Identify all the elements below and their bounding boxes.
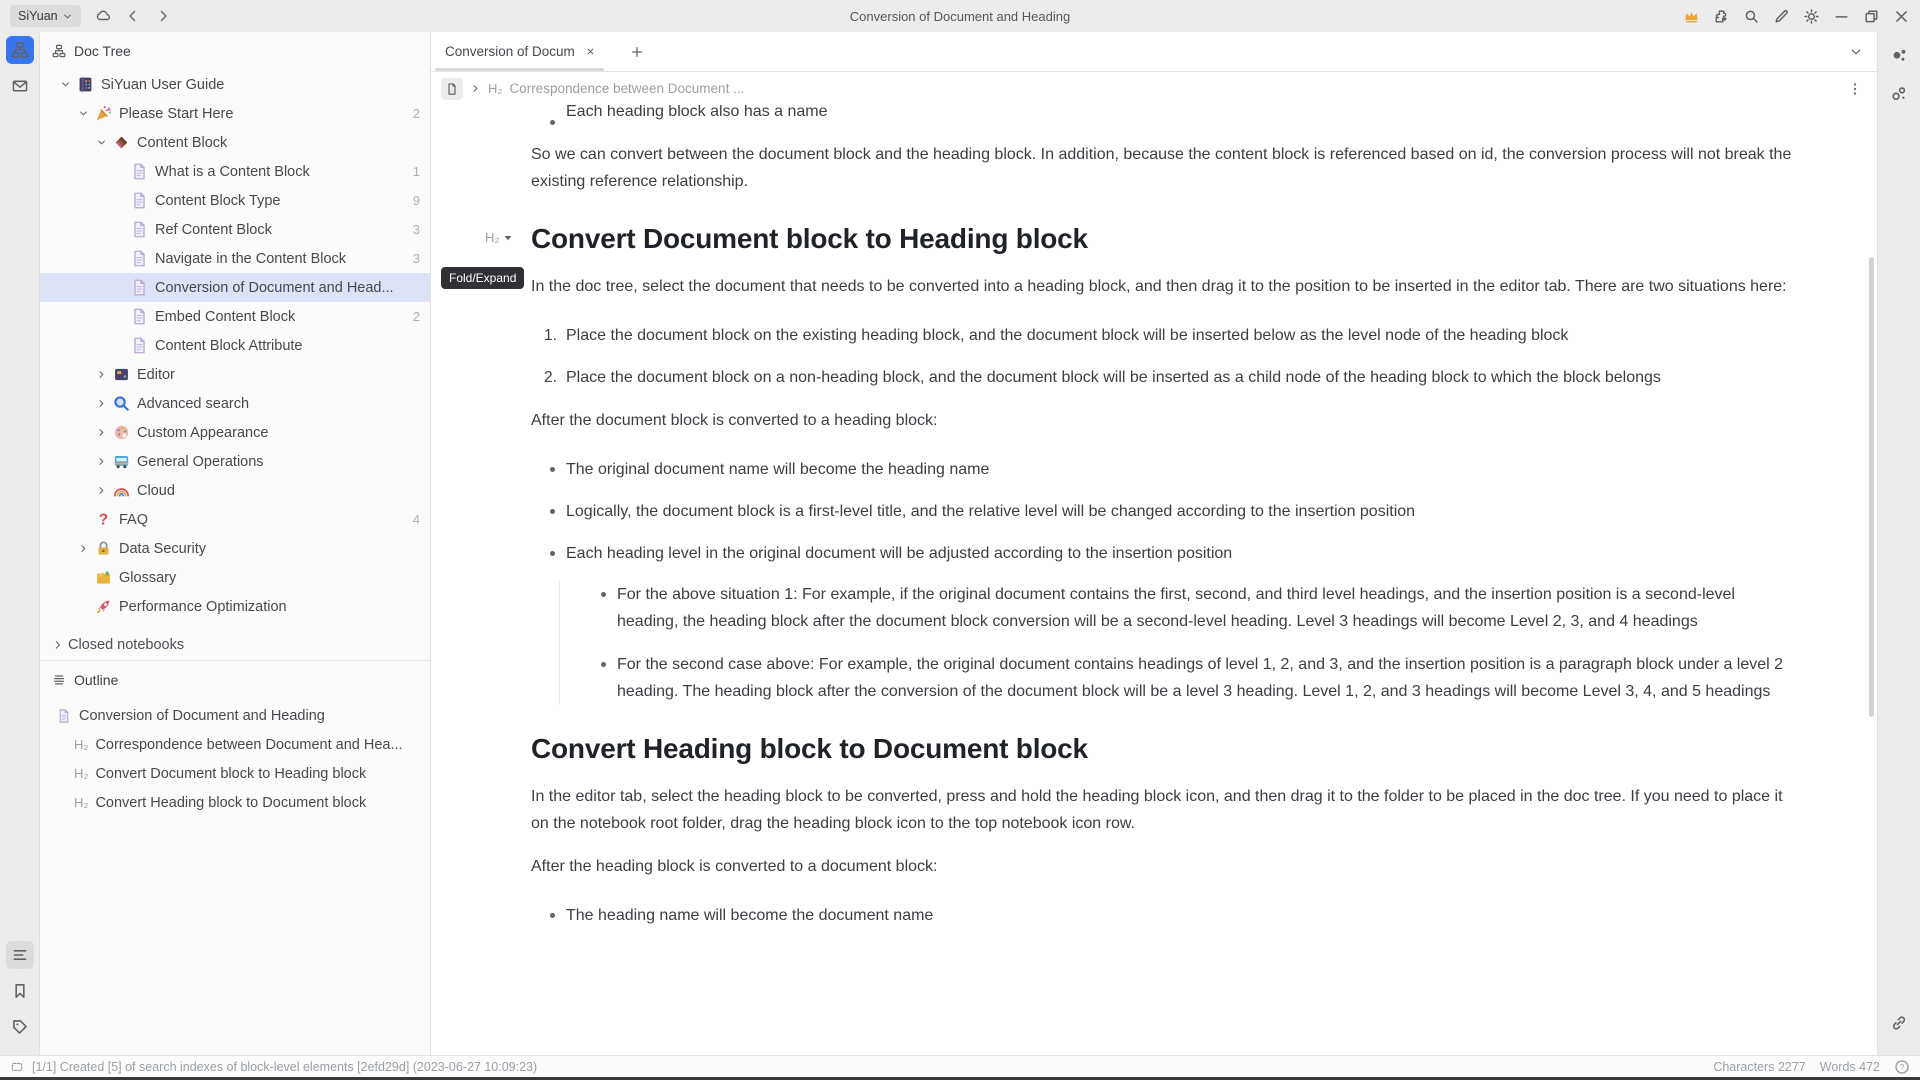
breadcrumb-chevron-icon <box>470 83 481 94</box>
right-dock <box>1877 32 1920 1055</box>
tree-item[interactable] <box>40 244 430 273</box>
lock-icon <box>94 539 113 558</box>
tree-item[interactable] <box>40 418 430 447</box>
dock-button-inbox[interactable] <box>6 72 34 100</box>
doc-icon <box>130 278 149 297</box>
list-item-text: The original document name will become the heading name <box>566 461 990 478</box>
tree-item[interactable] <box>40 70 430 99</box>
global-graph-icon <box>1890 85 1908 103</box>
outline-dock-icon <box>11 946 29 964</box>
bullet-marker <box>550 913 555 918</box>
doc-icon <box>130 162 149 181</box>
list-item[interactable] <box>595 581 1795 635</box>
search-icon[interactable] <box>1743 8 1760 25</box>
tree-item[interactable] <box>40 505 430 534</box>
minimize-icon[interactable] <box>1833 8 1850 25</box>
app-menu-label: SiYuan <box>18 9 58 23</box>
window-title: Conversion of Document and Heading <box>849 8 1071 24</box>
outline-item-label: Convert Heading block to Document block <box>95 794 367 811</box>
outline-item-label: Correspondence between Document and Hea... <box>95 736 403 753</box>
tree-item-count: 3 <box>412 251 420 266</box>
tree-item-count: 1 <box>412 164 420 179</box>
tree-item[interactable] <box>40 215 430 244</box>
list-item-text: Logically, the document block is a first-level title, and the relative level will be changed according to the insertion position <box>566 503 1416 520</box>
rainbow-icon <box>112 481 131 500</box>
svg-text:?: ? <box>98 511 109 529</box>
outline-panel <box>40 661 430 1055</box>
tab-close-icon[interactable] <box>585 46 596 57</box>
doc-tree-panel <box>40 32 430 661</box>
paragraph-block[interactable]: So we can convert between the document block and the heading block. In addition, because the content block is referenced based on id, the conversion process will not break the existing reference relationship. <box>531 146 1792 190</box>
chevron-down-icon[interactable] <box>56 76 74 94</box>
list-item-text: Each heading block also has a name <box>566 105 828 120</box>
fold-expand-tooltip: Fold/Expand <box>441 267 524 289</box>
notebook-icon <box>76 75 95 94</box>
tab-conversion-of-document[interactable] <box>431 32 608 71</box>
heading-level-marker: H₂ <box>74 766 89 781</box>
list-item-text: The heading name will become the document name <box>566 907 934 924</box>
heading-level-marker: H₂ <box>74 795 89 810</box>
tree-item[interactable] <box>40 302 430 331</box>
close-icon[interactable] <box>1893 8 1910 25</box>
tree-item[interactable] <box>40 476 430 505</box>
doc-tree-title: Doc Tree <box>74 43 131 59</box>
doc-tree <box>40 70 430 626</box>
tree-item[interactable] <box>40 186 430 215</box>
forward-icon[interactable] <box>155 8 171 24</box>
chevron-right-icon[interactable] <box>92 395 110 413</box>
chevron-right-icon[interactable] <box>92 424 110 442</box>
dock-button-global-graph[interactable] <box>1885 80 1913 108</box>
chevron-right-icon[interactable] <box>92 453 110 471</box>
list-item[interactable] <box>544 498 1795 525</box>
chevron-slot <box>110 337 128 355</box>
tree-item-count: 2 <box>412 309 420 324</box>
tree-item[interactable] <box>40 360 430 389</box>
tree-item[interactable] <box>40 447 430 476</box>
closed-notebooks-label: Closed notebooks <box>68 637 185 653</box>
paragraph-block[interactable]: After the heading block is converted to a document block: <box>531 858 938 875</box>
doc-icon <box>130 249 149 268</box>
bullet-marker <box>550 551 555 556</box>
bookmark-icon <box>11 982 29 1000</box>
tree-item-label: Glossary <box>119 569 177 586</box>
tree-item-count: 4 <box>412 512 420 527</box>
tree-item[interactable] <box>40 157 430 186</box>
list-item[interactable] <box>544 540 1795 705</box>
number-marker: 2. <box>544 369 557 386</box>
outline-item[interactable] <box>40 730 430 759</box>
clipped-list-item[interactable] <box>531 105 1795 125</box>
doc-tree-dock-icon <box>11 41 29 59</box>
outline-item-label: Convert Document block to Heading block <box>95 765 367 782</box>
outline-icon <box>52 673 66 687</box>
bullet-marker <box>601 592 606 597</box>
vertical-scrollbar[interactable] <box>1869 257 1874 717</box>
breadcrumb-heading-level: H₂ <box>488 81 503 96</box>
chevron-slot <box>74 511 92 529</box>
theme-icon[interactable] <box>1803 8 1820 25</box>
list-item[interactable] <box>595 651 1795 705</box>
chevron-slot <box>110 308 128 326</box>
app-menu-button[interactable] <box>10 5 81 27</box>
doc-icon <box>56 708 72 724</box>
titlebar-actions <box>1683 8 1910 25</box>
chevron-right-icon[interactable] <box>92 482 110 500</box>
chevron-slot <box>74 598 92 616</box>
dock-button-bookmark[interactable] <box>6 977 34 1005</box>
backlinks-icon <box>1890 1014 1908 1032</box>
chevron-slot <box>110 192 128 210</box>
party-popper-icon <box>94 104 113 123</box>
outline-item-label: Conversion of Document and Heading <box>79 707 325 724</box>
tree-item-label: Editor <box>137 366 175 383</box>
sidebar <box>40 32 431 1055</box>
list-item-text: Place the document block on a non-heading block, and the document block will be inserted as a child node of the heading block to which the block belongs <box>566 369 1661 386</box>
tree-item[interactable] <box>40 563 430 592</box>
breadcrumb-heading-label[interactable]: Correspondence between Document ... <box>509 81 745 96</box>
dock-button-doc-tree-dock[interactable] <box>6 36 34 64</box>
number-marker: 1. <box>544 327 557 344</box>
chevron-right-icon <box>52 639 64 651</box>
chevron-slot <box>110 163 128 181</box>
dock-button-outline-dock[interactable] <box>6 941 34 969</box>
plus-icon <box>630 45 644 59</box>
paragraph-block[interactable]: In the doc tree, select the document that needs to be converted into a heading block, and then drag it to the position to be inserted in the editor tab. There are two situations here: <box>531 278 1787 295</box>
outline-item[interactable] <box>40 701 430 730</box>
heading2-block-wrap <box>531 731 1795 767</box>
dock-button-backlinks[interactable] <box>1885 1009 1913 1037</box>
tab-label: Conversion of Docum <box>445 44 575 59</box>
new-tab-button[interactable] <box>624 39 650 65</box>
sync-cloud-icon[interactable] <box>95 8 111 24</box>
list-item[interactable] <box>544 902 1795 929</box>
doc-icon <box>130 220 149 239</box>
tree-item-label: Advanced search <box>137 395 250 412</box>
tree-item[interactable] <box>40 389 430 418</box>
chevron-down-icon[interactable] <box>92 134 110 152</box>
doc-icon <box>130 307 149 326</box>
advanced-search-icon <box>112 394 131 413</box>
tree-item-label: Embed Content Block <box>155 308 296 325</box>
breadcrumb-doc-button[interactable] <box>441 78 463 100</box>
tree-item-label: Cloud <box>137 482 175 499</box>
restore-icon[interactable] <box>1863 8 1880 25</box>
palette-icon <box>112 423 131 442</box>
dock-button-graph[interactable] <box>1885 42 1913 70</box>
plugin-icon[interactable] <box>1713 8 1730 25</box>
tag-icon <box>11 1018 29 1036</box>
tree-item-label: Custom Appearance <box>137 424 269 441</box>
outline-item[interactable] <box>40 788 430 817</box>
heading-level-marker: H₂ <box>74 737 89 752</box>
doc-tree-header <box>40 32 430 70</box>
character-count: Characters 2277 <box>1713 1059 1806 1074</box>
breadcrumb <box>431 72 1877 105</box>
tree-item-label: Navigate in the Content Block <box>155 250 347 267</box>
tree-item[interactable] <box>40 273 430 302</box>
bullet-marker <box>550 467 555 472</box>
glossary-icon <box>94 568 113 587</box>
outline-header <box>40 661 430 699</box>
chevron-slot <box>110 221 128 239</box>
chevron-slot <box>74 569 92 587</box>
editor-scroll-area[interactable] <box>431 105 1877 1055</box>
tree-item-label: General Operations <box>137 453 264 470</box>
dock-button-tag[interactable] <box>6 1013 34 1041</box>
heading2-block[interactable]: Convert Document block to Heading block <box>531 223 1088 254</box>
tree-item[interactable] <box>40 99 430 128</box>
edit-pencil-icon[interactable] <box>1773 8 1790 25</box>
tab-bar <box>431 32 1877 72</box>
tree-item-count: 2 <box>412 106 420 121</box>
tree-item-label: FAQ <box>119 511 149 528</box>
chocolate-icon <box>112 133 131 152</box>
list-item-text: For the second case above: For example, the original document contains headings of level 1, 2, and 3, and the insertion position is a paragraph block under a level 2 heading. The heading block after the conversion of the document block will be a level 3 heading. Level 1, 2, and 3 headings will become Level 3, 4, and 5 headings <box>617 656 1784 700</box>
inbox-icon <box>11 77 29 95</box>
paragraph-block[interactable]: In the editor tab, select the heading block to be converted, press and hold the heading block icon, and then drag it to the folder to be placed in the doc tree. If you need to place it on the notebook root folder, drag the heading block icon to the top notebook icon row. <box>531 788 1783 832</box>
heading-gutter[interactable] <box>485 230 514 245</box>
more-icon[interactable] <box>1847 81 1863 97</box>
bullet-marker <box>601 662 606 667</box>
list-item-text: For the above situation 1: For example, if the original document contains the first, second, and third level headings, and the insertion position is a second-level heading, the heading block after the document block conversion will be a second-level heading. Level 3 headings will become Level 2, 3, and 4 headings <box>617 586 1735 630</box>
tree-item[interactable] <box>40 128 430 157</box>
tree-item-label: Data Security <box>119 540 207 557</box>
tree-item-label: What is a Content Block <box>155 163 310 180</box>
tree-item-label: SiYuan User Guide <box>101 76 225 93</box>
heading2-block[interactable]: Convert Heading block to Document block <box>531 733 1088 764</box>
tree-item[interactable] <box>40 331 430 360</box>
word-count: Words 472 <box>1819 1059 1880 1074</box>
tree-item-label: Conversion of Document and Head... <box>155 279 394 296</box>
titlebar <box>0 0 1920 32</box>
vip-crown-icon[interactable] <box>1683 8 1700 25</box>
task-progress-icon <box>10 1060 24 1074</box>
list-item-text: Place the document block on the existing heading block, and the document block will be inserted below as the level node of the heading block <box>566 327 1569 344</box>
tree-item-label: Ref Content Block <box>155 221 272 238</box>
editor-pane <box>431 32 1877 1055</box>
tab-list-chevron-icon[interactable] <box>1849 45 1863 59</box>
status-counts <box>1713 1059 1910 1075</box>
outline-item[interactable] <box>40 759 430 788</box>
graph-icon <box>1890 47 1908 65</box>
chevron-down-icon <box>62 11 73 22</box>
list-item[interactable] <box>544 456 1795 483</box>
chevron-slot <box>110 250 128 268</box>
status-message: [1/1] Created [5] of search indexes of block-level elements [2efd29d] (2023-06-27 10:09:23) <box>32 1059 538 1074</box>
rocket-icon <box>94 597 113 616</box>
list-item[interactable] <box>544 364 1795 391</box>
outline-title: Outline <box>74 672 119 688</box>
svg-text:?: ? <box>1899 1061 1905 1072</box>
outline-list <box>40 699 430 817</box>
doc-icon <box>130 191 149 210</box>
tree-item-label: Performance Optimization <box>119 598 287 615</box>
titlebar-left <box>10 5 171 27</box>
bullet-marker <box>550 509 555 514</box>
fold-caret-icon[interactable] <box>502 232 514 244</box>
tree-item[interactable] <box>40 534 430 563</box>
nested-bullet-list <box>559 581 1795 705</box>
tree-item-count: 9 <box>412 193 420 208</box>
bus-icon <box>112 452 131 471</box>
editor-icon <box>112 365 131 384</box>
tree-item-label: Content Block <box>137 134 228 151</box>
doc-icon <box>130 336 149 355</box>
tree-item-label: Content Block Type <box>155 192 281 209</box>
tree-item[interactable] <box>40 592 430 621</box>
tree-item-label: Content Block Attribute <box>155 337 303 354</box>
chevron-right-icon[interactable] <box>92 366 110 384</box>
status-bar <box>0 1055 1920 1077</box>
list-item[interactable] <box>544 322 1795 349</box>
left-dock <box>0 32 40 1055</box>
bullet-list-block <box>531 456 1795 705</box>
bullet-list-block <box>531 902 1795 929</box>
document-content <box>431 105 1877 969</box>
chevron-right-icon[interactable] <box>74 540 92 558</box>
help-icon[interactable] <box>1894 1059 1910 1075</box>
heading2-block-wrap <box>449 221 1795 285</box>
paragraph-block[interactable]: After the document block is converted to a heading block: <box>531 412 938 429</box>
closed-notebooks-item[interactable] <box>40 630 430 660</box>
heading-level-marker: H₂ <box>485 230 500 245</box>
chevron-slot <box>110 279 128 297</box>
list-item[interactable] <box>544 105 828 125</box>
chevron-down-icon[interactable] <box>74 105 92 123</box>
bullet-marker <box>550 120 555 125</box>
question-icon <box>94 510 113 529</box>
back-icon[interactable] <box>125 8 141 24</box>
document-icon <box>445 82 459 96</box>
list-item-text: Each heading level in the original document will be adjusted according to the insertion position <box>566 545 1233 562</box>
ordered-list-block <box>531 322 1795 391</box>
tree-item-label: Please Start Here <box>119 105 234 122</box>
tree-item-count: 3 <box>412 222 420 237</box>
doc-tree-icon <box>52 44 66 58</box>
